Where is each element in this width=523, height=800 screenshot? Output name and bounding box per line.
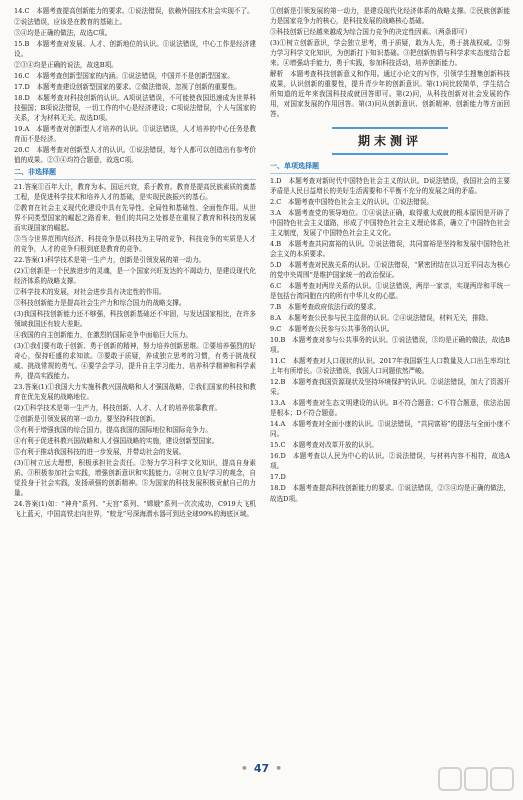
answer-paragraph: (3)①树立创新意识，学会独立思考，勇于质疑，敢为人先，勇于挑战权威。②努力学习科学文化知识，为创新打下知识基础。③把创新热情与科学求实态度结合起来。④增强动手能力，勇于实践，参加科技活动，培养创新能力。 [270,39,510,68]
answer-paragraph: 18.D 本题考查对科技创新的认识。A项说法错误，不可能使我国迅速成为世界科技强国；B项说法错误，一切工作的中心是经济建设；C项说法错误，个人与国家的关系，才为材料无关。故选D项。 [14,94,256,123]
answer-paragraph: ④有利于促进科教兴国战略和人才强国战略的实施，建设创新型国家。 [14,437,219,446]
section-heading: 二、非选择题 [14,168,56,177]
answer-paragraph: 17.D [270,473,286,482]
answer-paragraph: 3.A 本题考查党的领导地位。①④说法正确，取得重大成就的根本原因是开辟了中国特色社会主义道路，形成了中国特色社会主义理论体系，确立了中国特色社会主义制度，发展了中国特色社会主义文化。 [270,209,510,238]
answer-paragraph: 15.C 本题考查对改革开放的认识。 [270,441,378,450]
left-column [14,6,256,520]
answer-paragraph: ③④均是正确的做法，故选C项。 [14,29,112,38]
answer-paragraph: 16.C 本题考查创新型国家的内涵。①说法错误，中国并不是创新型国家。 [14,72,234,81]
answer-paragraph: 11.C 本题考查对人口现状的认识。2017年我国新生人口数量及人口出生率均比上年有所增长。③说法错误，我国人口问题依然严峻。 [270,357,510,376]
answer-paragraph: (3)①树立远大理想，积极承担社会责任。②努力学习科学文化知识，提高自身素质。③积极参加社会实践，增强创新意识和实践能力。④树立良好学习的观念，自觉投身于社会实践，发扬顽强的创新精神。⑤为国家的科技发展积极贡献自己的力量。 [14,459,256,498]
page-number-text: 47 [253,762,270,775]
watermark-logo-icon [437,764,517,794]
answer-paragraph: ⑤有利于推动我国科技的进一步发展，并带动社会的发展。 [14,448,186,457]
answer-paragraph: ①创新是引领发展的第一动力，是建设现代化经济体系的战略支撑。②民族创新能力是国家竞争力的核心，是科技发展的战略核心基础。 [270,7,510,26]
answer-paragraph: 6.C 本题考查对两岸关系的认识。①说法错误，两岸一家亲，实现两岸和平统一是包括台湾同胞在内的所有中华儿女的心愿。 [270,282,510,301]
answer-paragraph: (2)①创新是一个民族进步的灵魂，是一个国家兴旺发达的不竭动力，是建设现代化经济体系的战略支撑。 [14,266,256,285]
answer-paragraph: (3)①我们要有敢于创新、勇于创新的精神，努力培养创新思维。②要培养强烈的好奇心，保持旺盛的求知欲。③要敢于质疑，养成独立思考的习惯，有勇于挑战权威、挑战常规的勇气。④要学会学习，提升自主学习能力，培养科学精神和科学素养，提高实践能力。 [14,342,256,381]
answer-paragraph: 22.答案(1)科学技术是第一生产力，创新是引领发展的第一动力。 [14,255,206,264]
answer-paragraph: 1.D 本题考查对新时代中国特色社会主义的认识。D说法错误，我国社会的主要矛盾是人民日益增长的美好生活需要和不平衡不充分的发展之间的矛盾。 [270,177,510,196]
answer-paragraph: ②说法错误，应该是在教育的基础上。 [14,18,127,27]
answer-paragraph: 7.B 本题考查政府依法行政的要求。 [270,303,381,312]
answer-paragraph: 19.A 本题考查对创新型人才培养的认识。①说法错误，人才培养的中心任务是教育而不是经济。 [14,125,256,144]
answer-paragraph: 14.C 本题考查提高创新能力的要求。①说法错误，依赖外国技术社会实现不了。 [14,7,254,15]
answer-paragraph: 12.B 本题考查我国资源现状及坚持环境保护的认识。②说法错误，加大了资源开采。 [270,378,510,397]
section-heading: 一、单项选择题 [270,162,319,171]
answer-paragraph: 15.B 本题考查对发展、人才、创新地位的认识。①说法错误，中心工作是经济建设。 [14,40,256,59]
answer-paragraph: 13.A 本题考查对生态文明建设的认识。B不符合题意；C不符合题意，依法治国是根本；D不符合题意。 [270,399,510,418]
answer-paragraph: 17.D 本题考查建设创新型国家的要求。②做法错误，忽视了创新的重要性。 [14,83,241,92]
answer-paragraph: ③科技创新已经越来越成为综合国力竞争的决定性因素。（两条即可） [270,28,472,37]
section-heading-wrap [270,161,510,174]
answer-paragraph: ②科学技术的发展，对社会进步具有决定性的作用。 [14,288,166,297]
answer-paragraph: 解析 本题考查科技创新意义和作用。通过小论文的写作，引领学生搜集创新科技成果，认识创新的重要性，提升青少年的创新意识。第(1)问比较简单，学生结合所知道的近年来我国科技成就回答即可。第(2)问，从科技创新对社会发展的作用，对国家发展的作用回答。第(3)问从创新意识、创新精神、创新能力等方面回答。 [270,70,510,119]
answer-paragraph: ②创新是引领发展的第一动力，要坚持科技创新。 [14,415,160,424]
answer-paragraph: 18.D 本题考查提高科技创新能力的要求。①说法错误，②③④均是正确的做法，故选D项。 [270,484,510,503]
answer-paragraph: (3)我国科技创新能力还不够强，科技创新基础还不牢固，与发达国家相比，在许多领域我国还有较大差距。 [14,310,256,329]
final-exam-title [270,127,510,155]
answer-paragraph: ②③④均是正确的说法，故选B项。 [14,61,118,70]
answer-paragraph: ④我国的自主创新能力，在激烈的国际竞争中面临巨大压力。 [14,331,193,340]
answer-paragraph: 8.A 本题考查公民参与民主监督的认识。②④说法错误，材料无关，排除。 [270,314,493,323]
answer-paragraph: ③有利于增强我国的综合国力，提高我国的国际地位和国际竞争力。 [14,426,212,435]
answer-paragraph: 9.C 本题考查公民参与公共事务的认识。 [270,325,394,334]
section-heading-wrap [14,167,256,180]
answer-paragraph: 23.答案(1)①我国大力实施科教兴国战略和人才强国战略，②我们国家的科技和教育在优先发展的战略地位。 [14,383,256,402]
answer-paragraph: 24.答案(1)如：“神舟”系列、“天宫”系列、“嫦娥”系列一次次成功，C919大飞机飞上蓝天，中国高铁走向世界，“蛟龙”号深海潜水器可到达全球99%的海底区域。 [14,500,256,519]
answer-paragraph: ③当今世界范围内经济、科技竞争是以科技为主导的竞争，科技竞争的实质是人才的竞争，人才的竞争归根到底是教育的竞争。 [14,234,256,253]
answer-paragraph: 16.D 本题考查以人民为中心的认识。②说法错误，与材料内容不相符，故选A项。 [270,452,510,471]
dot-icon: • [275,762,283,775]
answer-paragraph: 21.答案①百年大计，教育为本。国运兴衰，系于教育。教育是提高民族素质的奠基工程，是促进科学技术和培养人才的基础，是实现民族振兴的基石。 [14,182,256,201]
answer-paragraph: ②教育在社会主义现代化建设中具有先导性、全局性和基础性、全面性作用。从世界不同类型国家的崛起之路看来，他们的共同之处都是在重视了教育和科技的发展而实现国家的崛起。 [14,203,256,232]
answer-paragraph: 10.B 本题考查对参与公共事务的认识。①说法错误，③均是正确的做法，故选B项。 [270,336,510,355]
answer-paragraph: 5.D 本题考查对民族关系的认识。①说法错误，“紧密团结在以习近平同志为核心的党中央周围”是维护国家统一的政治保证。 [270,261,510,280]
answer-paragraph: 2.C 本题考查中国特色社会主义的认识。①说法错误。 [270,198,433,207]
answer-paragraph: 4.B 本题考查共同富裕的认识。②说法错误，共同富裕是坚持和发展中国特色社会主义的本质要求。 [270,240,510,259]
answer-paragraph: (2)①科学技术是第一生产力，科技创新、人才、人才的培养依靠教育。 [14,404,222,413]
answer-paragraph: 20.C 本题考查对创新型人才的认识。①说法错误，每个人都可以创造出有参考价值的成果。②③④均符合题意，故选C项。 [14,146,256,165]
answer-paragraph: 14.A 本题考查对全面小康的认识。①说法错误，“共同富裕”的提法与全面小康不同。 [270,420,510,439]
right-column [270,6,510,505]
answer-paragraph: ③科技创新能力是提高社会生产力和综合国力的战略支撑。 [14,299,186,308]
dot-icon: • [240,762,248,775]
final-exam-title-text: 期末测评 [332,127,448,155]
